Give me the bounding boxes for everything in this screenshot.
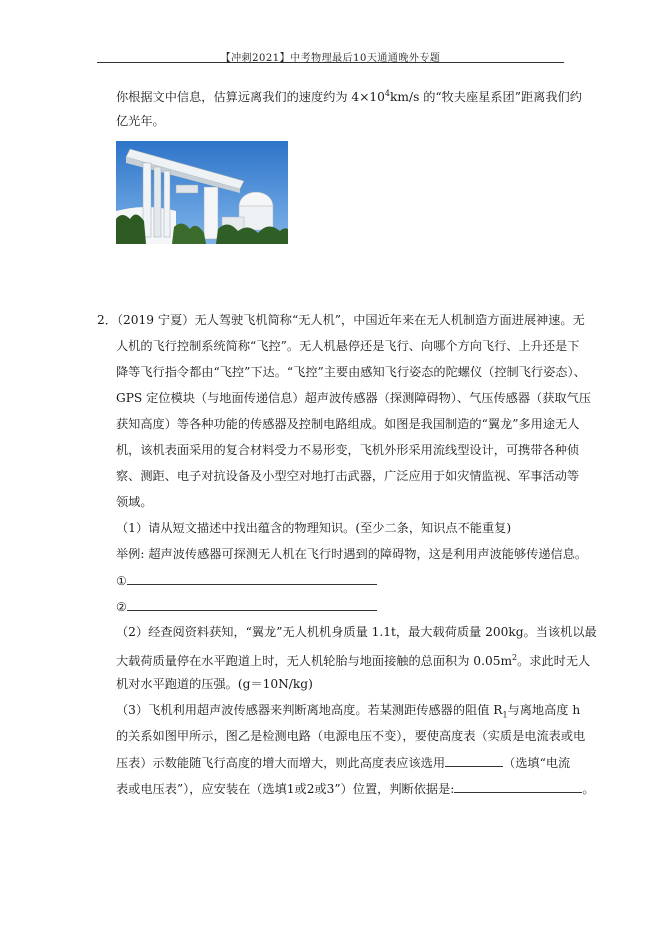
page-header-title: 【冲刺2021】中考物理最后10天通通晚外专题 — [220, 53, 441, 64]
q2-part3-line4: 表或电压表”），应安装在（选填1或2或3”）位置，判断依据是: 。 — [116, 782, 595, 796]
q2-line-5: 获知高度）等各种功能的传感器及控制电路组成。如图是我国制造的“翼龙”多用途无人 — [116, 417, 580, 431]
q1-text-line2: 亿光年。 — [116, 114, 165, 128]
q1-text-line1: 你根据文中信息，估算远离我们的速度约为 $4\times 10^4km/s$ 的“牧夫座星系团”距离我们约 — [116, 89, 582, 105]
question-number: 2． — [97, 313, 117, 327]
q2-part2-line1: （2）经查阅资料获知，“翼龙”无人机机身质量 1.1t，最大载荷质量 200kg。当该机以最 — [116, 625, 597, 639]
answer-blank-2-line — [127, 598, 377, 611]
q2-line-2: 人机的飞行控制系统简称“飞控”。无人机悬停还是飞行、向哪个方向飞行、上升还是下 — [116, 339, 580, 353]
answer-blank-1: ① — [116, 572, 377, 589]
meter-type-blank — [445, 754, 503, 767]
header-divider — [97, 62, 564, 63]
q2-part1-prompt: （1）请从短文描述中找出蕴含的物理知识。(至少二条，知识点不能重复) — [116, 521, 512, 535]
q2-line-4: GPS 定位模块（与地面传递信息）超声波传感器（探测障碍物）、气压传感器（获取气压 — [116, 391, 591, 405]
q2-part2-line2: 大载荷质量停在水平跑道上时，无人机轮胎与地面接触的总面积为 $0.05m^2$。求此时无人 — [116, 653, 591, 669]
q2-line-1: 2．（2019 宁夏）无人驾驶飞机简称“无人机”，中国近年来在无人机制造方面进展神速。无 — [97, 313, 585, 327]
answer-blank-2: ② — [116, 598, 377, 615]
q2-line-7: 察、测距、电子对抗设备及小型空对地打击武器，广泛应用于如灾情监视、军事活动等 — [116, 469, 580, 483]
q2-line-3: 降等飞行指令都由“飞控”下达。“飞控”主要由感知飞行姿态的陀螺仪（控制飞行姿态）、 — [116, 365, 586, 379]
reason-blank — [454, 780, 582, 793]
q2-part3-line3: 压表）示数能随飞行高度的增大而增大，则此高度表应该选用 （选填“电流 — [116, 756, 571, 770]
telescope-photo — [116, 141, 288, 244]
q2-line-6: 机，该机表面采用的复合材料受力不易形变，飞机外形采用流线型设计，可携带各种侦 — [116, 443, 580, 457]
q2-part3-line2: 的关系如图甲所示，图乙是检测电路（电源电压不变），要使高度表（实质是电流表或电 — [116, 729, 586, 743]
q2-line-8: 领域。 — [116, 495, 153, 509]
q2-example: 举例: 超声波传感器可探测无人机在飞行时遇到的障碍物，这是利用声波能够传递信息。 — [116, 547, 588, 561]
telescope-illustration — [116, 141, 288, 244]
answer-blank-1-line — [127, 572, 377, 585]
q2-part3-line1: （3）飞机利用超声波传感器来判断离地高度。若某测距传感器的阻值 $R_1$与离地高度 h — [116, 703, 581, 720]
q2-part2-line3: 机对水平跑道的压强。(g＝10N/kg) — [116, 677, 313, 691]
